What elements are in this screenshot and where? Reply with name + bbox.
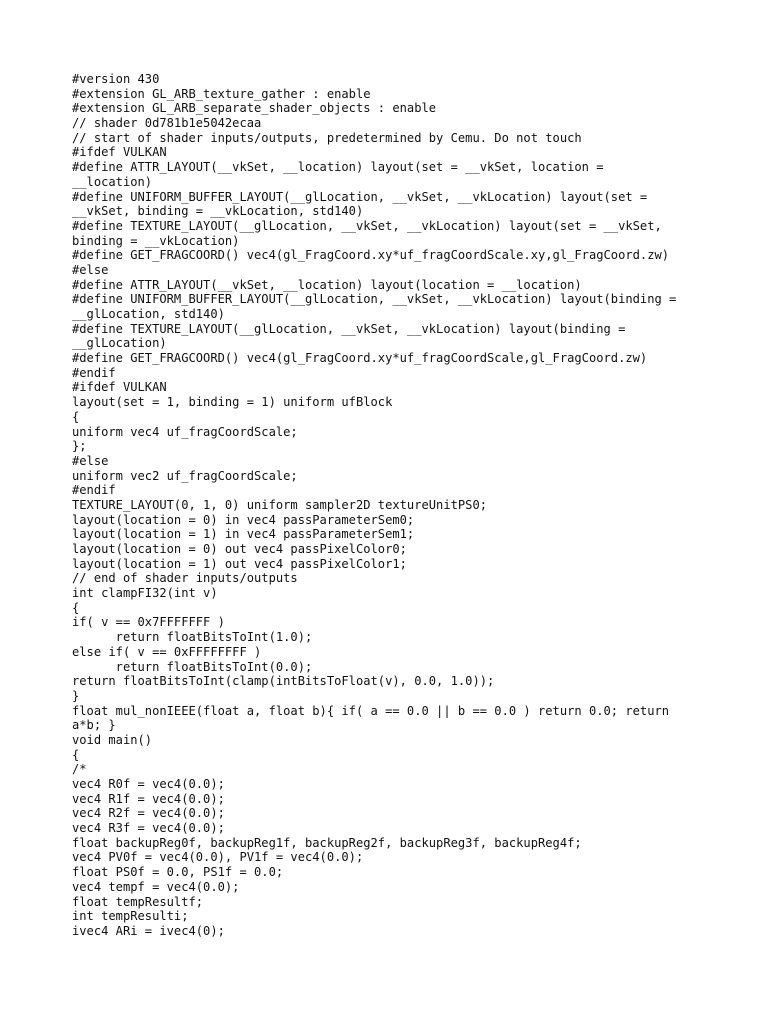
code-line: #endif: [72, 365, 116, 380]
code-line: #ifdef VULKAN: [72, 145, 167, 160]
code-line: {: [72, 747, 80, 762]
code-line: vec4 R2f = vec4(0.0);: [72, 806, 225, 821]
code-line: return floatBitsToInt(1.0);: [72, 630, 313, 645]
code-line: ivec4 ARi = ivec4(0);: [72, 923, 225, 938]
code-line: #else: [72, 453, 109, 468]
code-line: layout(location = 0) in vec4 passParameterSem0;: [72, 512, 415, 527]
code-line: #ifdef VULKAN: [72, 380, 167, 395]
code-line: #extension GL_ARB_separate_shader_objects : enable: [72, 101, 437, 116]
code-line: __glLocation, std140): [72, 307, 225, 321]
code-line: {: [72, 409, 80, 424]
shader-source-code: [72, 72, 712, 939]
code-line: float PS0f = 0.0, PS1f = 0.0;: [72, 865, 284, 880]
code-line: __location): [72, 174, 153, 189]
code-line: float tempResultf;: [72, 894, 204, 909]
code-line: #define ATTR_LAYOUT(__vkSet, __location) layout(location = __location): [72, 277, 582, 292]
code-line: #define ATTR_LAYOUT(__vkSet, __location) layout(set = __vkSet, location =: [72, 160, 604, 175]
code-line: #endif: [72, 483, 116, 498]
code-line: // start of shader inputs/outputs, predetermined by Cemu. Do not touch: [72, 130, 582, 145]
code-line: if( v == 0x7FFFFFFF ): [72, 615, 225, 630]
code-line: #version 430: [72, 72, 160, 86]
code-line: }: [72, 688, 80, 703]
code-line: else if( v == 0xFFFFFFFF ): [72, 644, 262, 659]
code-line: void main(): [72, 732, 153, 747]
code-line: vec4 tempf = vec4(0.0);: [72, 879, 240, 894]
code-line: vec4 R3f = vec4(0.0);: [72, 821, 225, 836]
code-line: vec4 PV0f = vec4(0.0), PV1f = vec4(0.0);: [72, 850, 364, 865]
code-line: #define UNIFORM_BUFFER_LAYOUT(__glLocation, __vkSet, __vkLocation) layout(set =: [72, 189, 648, 204]
code-line: #define GET_FRAGCOORD() vec4(gl_FragCoord.xy*uf_fragCoordScale.xy,gl_FragCoord.zw): [72, 248, 670, 263]
code-line: __glLocation): [72, 336, 167, 351]
code-line: vec4 R0f = vec4(0.0);: [72, 777, 225, 791]
code-line: /*: [72, 762, 87, 777]
code-line: // shader 0d781b1e5042ecaa: [72, 116, 262, 131]
code-line: #define UNIFORM_BUFFER_LAYOUT(__glLocation, __vkSet, __vkLocation) layout(binding =: [72, 292, 677, 307]
code-line: {: [72, 600, 80, 615]
code-line: float mul_nonIEEE(float a, float b){ if( a == 0.0 || b == 0.0 ) return 0.0; return: [72, 703, 670, 718]
code-line: float backupReg0f, backupReg1f, backupReg2f, backupReg3f, backupReg4f;: [72, 835, 582, 850]
code-line: return floatBitsToInt(clamp(intBitsToFloat(v), 0.0, 1.0));: [72, 674, 495, 689]
code-line: int clampFI32(int v): [72, 586, 218, 601]
code-line: binding = __vkLocation): [72, 233, 240, 248]
code-line: layout(location = 1) out vec4 passPixelColor1;: [72, 556, 407, 571]
code-line: // end of shader inputs/outputs: [72, 571, 298, 586]
code-line: TEXTURE_LAYOUT(0, 1, 0) uniform sampler2D textureUnitPS0;: [72, 497, 488, 512]
code-line: int tempResulti;: [72, 909, 189, 924]
code-line: layout(location = 0) out vec4 passPixelColor0;: [72, 542, 407, 556]
code-line: uniform vec2 uf_fragCoordScale;: [72, 468, 298, 483]
code-line: __vkSet, binding = __vkLocation, std140): [72, 204, 364, 219]
code-line: #define TEXTURE_LAYOUT(__glLocation, __vkSet, __vkLocation) layout(binding =: [72, 321, 626, 336]
code-line: layout(set = 1, binding = 1) uniform ufBlock: [72, 395, 393, 410]
code-line: #else: [72, 262, 109, 277]
code-line: };: [72, 439, 87, 454]
code-line: layout(location = 1) in vec4 passParameterSem1;: [72, 527, 415, 542]
code-line: #define GET_FRAGCOORD() vec4(gl_FragCoord.xy*uf_fragCoordScale,gl_FragCoord.zw): [72, 351, 648, 366]
code-line: #define TEXTURE_LAYOUT(__glLocation, __vkSet, __vkLocation) layout(set = __vkSet,: [72, 218, 662, 233]
code-line: return floatBitsToInt(0.0);: [72, 659, 313, 674]
code-line: a*b; }: [72, 718, 116, 733]
code-line: #extension GL_ARB_texture_gather : enable: [72, 86, 371, 101]
code-line: vec4 R1f = vec4(0.0);: [72, 791, 225, 806]
code-line: uniform vec4 uf_fragCoordScale;: [72, 424, 298, 439]
